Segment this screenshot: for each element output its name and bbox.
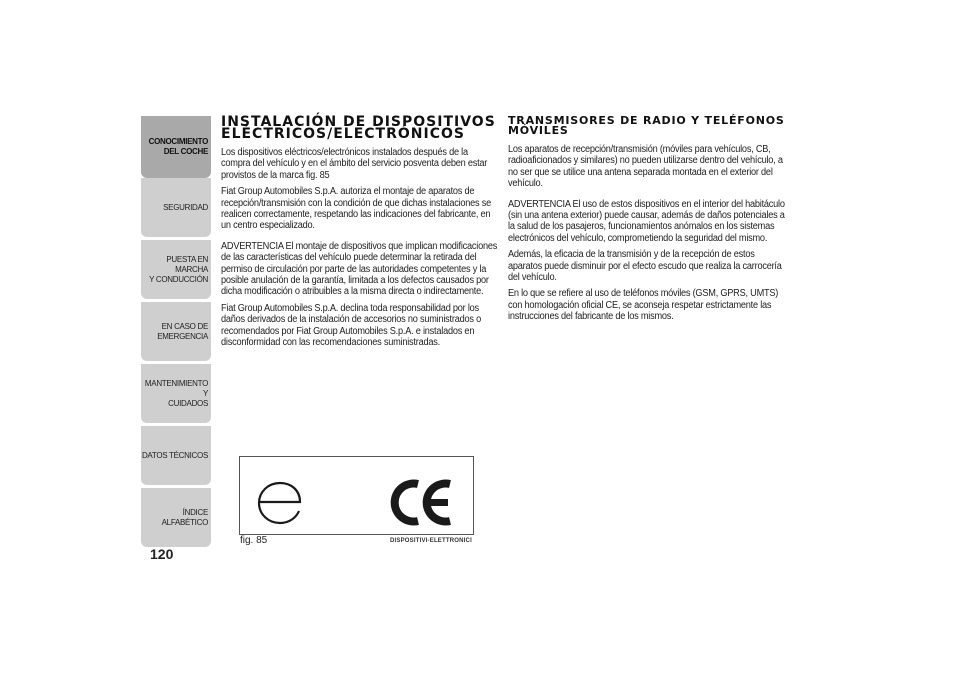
paragraph: Fiat Group Automobiles S.p.A. declina toda responsabilidad por los daños derivados de la instalación de accesorios no suministrados o recomendados por Fiat Group Automobiles S.p.A. e instalados en disconformidad con las recomendaciones suministradas. (221, 302, 481, 349)
ce-mark-icon (395, 484, 450, 522)
figure-caption: fig. 85 (240, 535, 268, 546)
paragraph: En lo que se refiere al uso de teléfonos móviles (GSM, GPRS, UMTS) con homologación oficial CE, se aconseja respetar estrictamente las instrucciones del fabricante de los mismos. (508, 288, 779, 323)
tab-conocimiento-del-coche[interactable] (141, 116, 211, 178)
tab-label: SEGURIDAD (163, 202, 208, 212)
tab-label: ÍNDICE ALFABÉTICO (161, 507, 208, 527)
tab-puesta-en-marcha[interactable] (141, 240, 211, 299)
tab-mantenimiento[interactable] (141, 364, 211, 423)
e-mark-icon (259, 483, 300, 523)
tab-label: DATOS TÉCNICOS (141, 450, 208, 460)
tab-indice-alfabetico[interactable] (141, 488, 211, 547)
figure-code: DISPOSITIVI-ELETTRONICI (390, 538, 472, 544)
section-heading: TRANSMISORES DE RADIO Y TELÉFONOS MÓVILES (508, 114, 785, 137)
tab-label: EN CASO DE EMERGENCIA (157, 321, 208, 341)
paragraph: Los dispositivos eléctricos/electrónicos instalados después de la compra del vehículo y en el ámbito del servicio posventa deben estar provistos de la marca fig. 85 (221, 147, 488, 181)
section-heading: INSTALACIÓN DE DISPOSITIVOS ELÉCTRICOS/ELECTRÓNICOS (221, 114, 496, 142)
section-installation (221, 116, 499, 354)
tab-en-caso-de-emergencia[interactable] (141, 302, 211, 361)
tab-label: MANTENIMIENTO Y CUIDADOS (144, 378, 208, 408)
tab-label: PUESTA EN MARCHA Y CONDUCCIÓN (149, 254, 208, 284)
section-radio-transmitters (508, 116, 788, 328)
paragraph: Fiat Group Automobiles S.p.A. autoriza el montaje de aparatos de recepción/transmisión con la condición de que dichas instalaciones se realicen correctamente, respetando las indicaciones del fabricante, en un centro especializado. (221, 186, 492, 232)
paragraph: Los aparatos de recepción/transmisión (móviles para vehículos, CB, radioaficionados y similares) no pueden utilizarse dentro del vehículo, a no ser que se utilice una antena separada montada en el exterior del vehículo. (508, 144, 783, 190)
tab-seguridad[interactable] (141, 178, 211, 237)
warning-paragraph: ADVERTENCIA El uso de estos dispositivos en el interior del habitáculo (sin una antena exterior) puede causar, además de daños potenciales a la salud de los pasajeros, funcionamientos anómalos en los sistemas electrónicos del vehículo, comprometiendo la seguridad del mismo. (508, 198, 785, 244)
figure-85 (239, 456, 474, 535)
tab-label: CONOCIMIENTO DEL COCHE (148, 137, 208, 156)
page-number: 120 (150, 546, 174, 562)
paragraph: Además, la eficacia de la transmisión y de la recepción de estos aparatos puede disminuir por el efecto escudo que realiza la carrocería del vehículo. (508, 249, 782, 284)
tab-datos-tecnicos[interactable] (141, 426, 211, 485)
warning-paragraph: ADVERTENCIA El montaje de dispositivos que implican modificaciones de las características del vehículo puede determinar la retirada del permiso de circulación por parte de las autoridades competentes y la posible anulación de la garantía, limitada a los defectos causados por dicha modificación o atribuibles a la misma directa o indirectamente. (221, 240, 498, 298)
